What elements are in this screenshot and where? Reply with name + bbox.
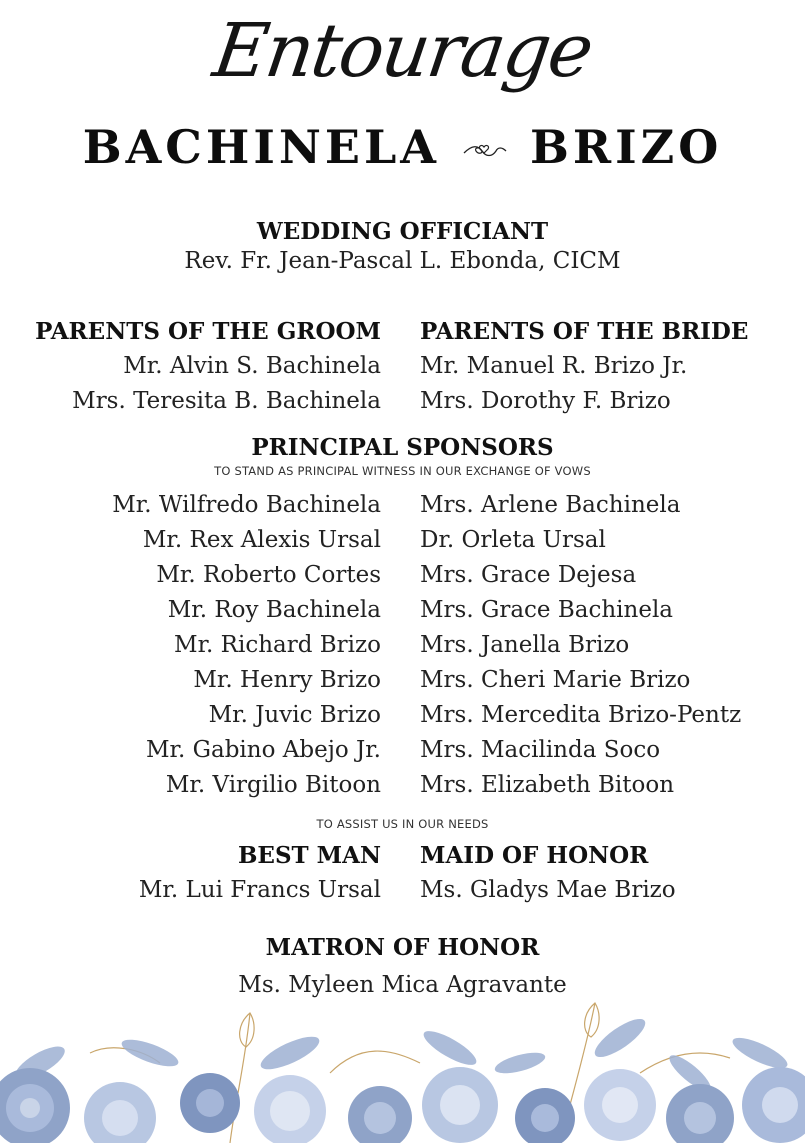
groom-parent: Mr. Alvin S. Bachinela bbox=[123, 353, 381, 379]
groom-parents-heading: PARENTS OF THE GROOM bbox=[35, 318, 381, 345]
sponsor-male: Mr. Gabino Abejo Jr. bbox=[145, 737, 381, 763]
sponsor-male: Mr. Henry Brizo bbox=[193, 667, 381, 693]
maid-of-honor-name: Ms. Gladys Mae Brizo bbox=[420, 877, 676, 903]
officiant-name: Rev. Fr. Jean-Pascal L. Ebonda, CICM bbox=[184, 248, 621, 274]
sponsor-female: Mrs. Arlene Bachinela bbox=[420, 492, 681, 518]
couple-names bbox=[0, 120, 805, 174]
sponsor-male: Mr. Richard Brizo bbox=[174, 632, 381, 658]
sponsor-female: Mrs. Grace Dejesa bbox=[420, 562, 637, 588]
best-man-heading: BEST MAN bbox=[237, 842, 381, 869]
officiant-heading: WEDDING OFFICIANT bbox=[256, 218, 549, 245]
groom-parent: Mrs. Teresita B. Bachinela bbox=[72, 388, 381, 414]
heart-infinity-icon bbox=[462, 137, 508, 165]
sponsor-male: Mr. Wilfredo Bachinela bbox=[112, 492, 381, 518]
assist-subheading: TO ASSIST US IN OUR NEEDS bbox=[316, 817, 489, 831]
sponsor-female: Dr. Orleta Ursal bbox=[420, 527, 606, 553]
sponsor-female: Mrs. Mercedita Brizo-Pentz bbox=[420, 702, 742, 728]
maid-of-honor-heading: MAID OF HONOR bbox=[420, 842, 649, 869]
floral-border-decoration bbox=[0, 993, 805, 1143]
groom-surname: BACHINELA bbox=[82, 120, 440, 174]
sponsors-subheading: TO STAND AS PRINCIPAL WITNESS IN OUR EXCHANGE OF VOWS bbox=[214, 464, 591, 478]
sponsor-female: Mrs. Cheri Marie Brizo bbox=[420, 667, 691, 693]
bride-parents-heading: PARENTS OF THE BRIDE bbox=[420, 318, 749, 345]
sponsors-heading: PRINCIPAL SPONSORS bbox=[251, 434, 554, 461]
best-man-name: Mr. Lui Francs Ursal bbox=[138, 877, 381, 903]
sponsor-male: Mr. Virgilio Bitoon bbox=[165, 772, 381, 798]
sponsor-male: Mr. Rex Alexis Ursal bbox=[142, 527, 381, 553]
bride-parent: Mr. Manuel R. Brizo Jr. bbox=[420, 353, 688, 379]
bride-surname: BRIZO bbox=[530, 120, 723, 174]
bride-parent: Mrs. Dorothy F. Brizo bbox=[420, 388, 671, 414]
sponsor-male: Mr. Roberto Cortes bbox=[156, 562, 381, 588]
sponsor-male: Mr. Juvic Brizo bbox=[208, 702, 381, 728]
sponsor-female: Mrs. Elizabeth Bitoon bbox=[420, 772, 675, 798]
matron-heading: MATRON OF HONOR bbox=[265, 934, 540, 961]
sponsor-male: Mr. Roy Bachinela bbox=[167, 597, 381, 623]
sponsor-female: Mrs. Janella Brizo bbox=[420, 632, 630, 658]
script-title: Entourage bbox=[208, 8, 597, 94]
matron-name: Ms. Myleen Mica Agravante bbox=[238, 972, 567, 998]
sponsor-female: Mrs. Macilinda Soco bbox=[420, 737, 661, 763]
sponsor-female: Mrs. Grace Bachinela bbox=[420, 597, 674, 623]
